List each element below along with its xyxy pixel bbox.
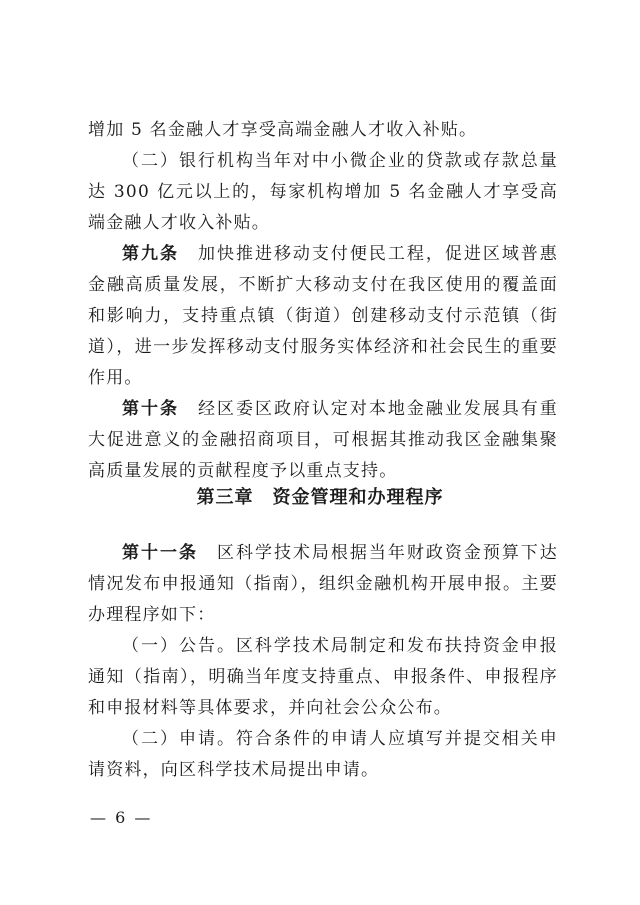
article-10 — [88, 394, 558, 487]
article-11-label: 第十一条 — [122, 543, 198, 563]
page-number: — 6 — — [90, 808, 153, 827]
body-text-upper — [88, 115, 558, 487]
article-10-label: 第十条 — [122, 399, 179, 419]
article-9-label: 第九条 — [122, 244, 179, 264]
procedure-item-2: （二）申请。符合条件的申请人应填写并提交相关申请资料，向区科学技术局提出申请。 — [88, 729, 558, 780]
chapter-heading: 第三章 资金管理和办理程序 — [196, 487, 444, 508]
paragraph-continuation: 增加 5 名金融人才享受高端金融人才收入补贴。 — [88, 120, 478, 140]
article-9 — [88, 239, 558, 394]
article-11-text: 区科学技术局根据当年财政资金预算下达情况发布申报通知（指南），组织金融机构开展申报。主要办理程序如下： — [88, 543, 558, 625]
paragraph-item-2: （二）银行机构当年对中小微企业的贷款或存款总量达 300 亿元以上的，每家机构增加 5 名金融人才享受高端金融人才收入补贴。 — [88, 151, 558, 233]
article-11 — [88, 538, 558, 631]
article-10-text: 经区委区政府认定对本地金融业发展具有重大促进意义的金融招商项目，可根据其推动我区金融集聚高质量发展的贡献程度予以重点支持。 — [88, 399, 558, 481]
procedure-item-1: （一）公告。区科学技术局制定和发布扶持资金申报通知（指南），明确当年度支持重点、申报条件、申报程序和申报材料等具体要求，并向社会公众公布。 — [88, 636, 558, 718]
article-9-text: 加快推进移动支付便民工程，促进区域普惠金融高质量发展，不断扩大移动支付在我区使用的覆盖面和影响力，支持重点镇（街道）创建移动支付示范镇（街道），进一步发挥移动支付服务实体经济和社会民生的重要作用。 — [88, 244, 558, 388]
body-text-lower — [88, 538, 558, 786]
